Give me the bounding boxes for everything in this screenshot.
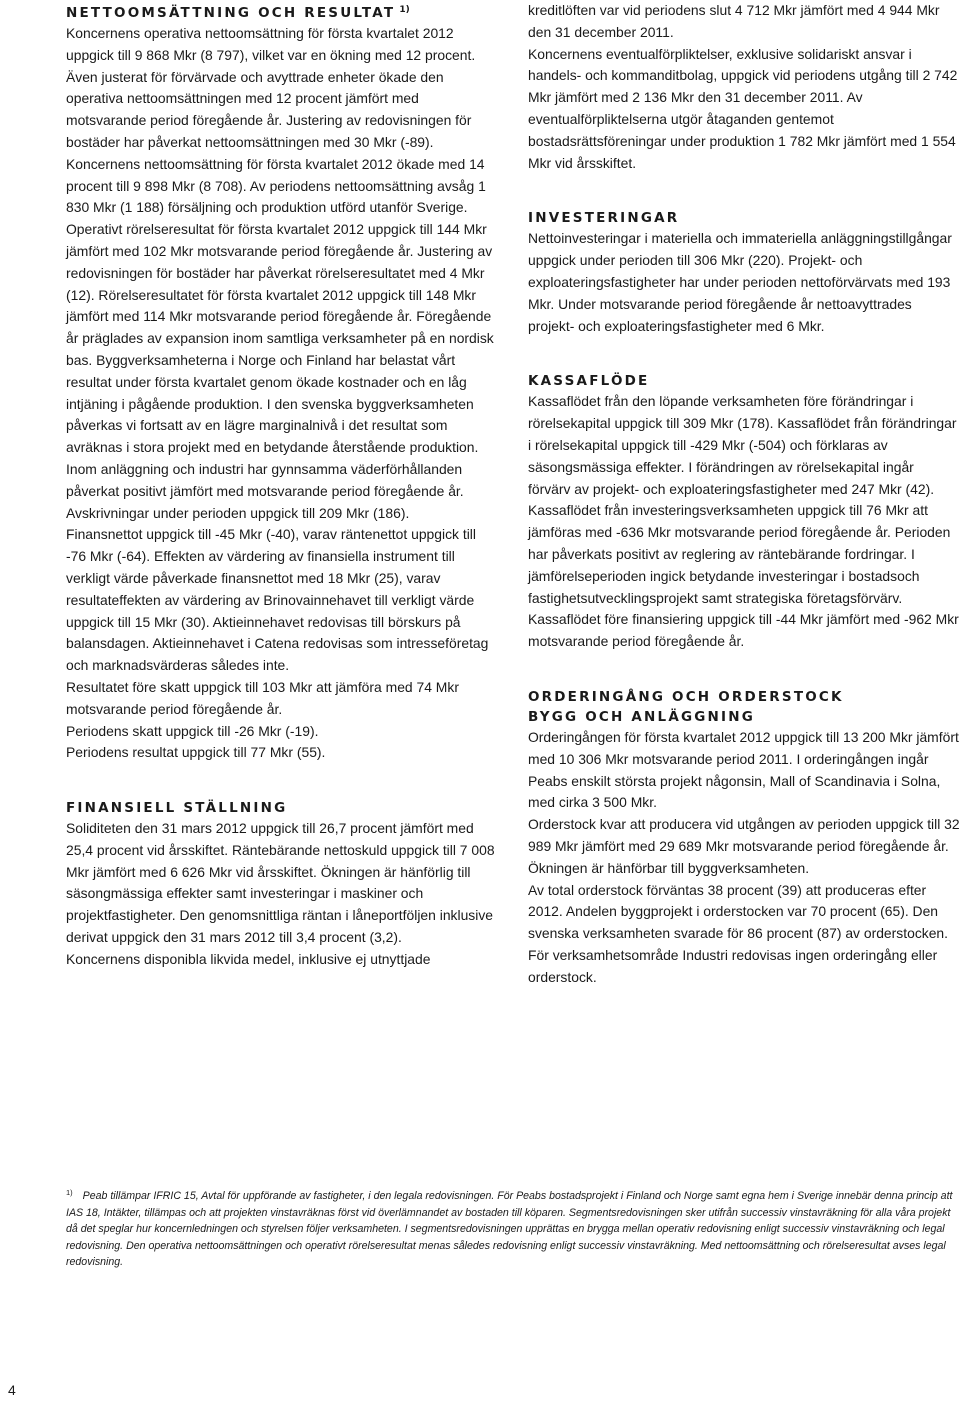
paragraph: Resultatet före skatt uppgick till 103 Mkr att jämföra med 74 Mkr motsvarande period föregående år. xyxy=(66,678,459,717)
section-heading-financial-position: FINANSIELL STÄLLNING xyxy=(66,800,288,817)
page-number: 4 xyxy=(8,1382,16,1398)
paragraph: Orderstock kvar att producera vid utgången av perioden uppgick till 32 989 Mkr jämfört med 29 689 Mkr motsvarande period föregående år. Ökningen är hänförbar till byggverksamheten. xyxy=(528,816,960,876)
paragraph: Soliditeten den 31 mars 2012 uppgick till 26,7 procent jämfört med 25,4 procent vid årsskiftet. Räntebärande nettoskuld uppgick till 7 008 Mkr jämfört med 6 626 Mkr vid årsskiftet. Ökningen är hänförlig till säsongmässiga effekter samt investeringar i maskiner och projektfastigheter. Den genomsnittliga räntan i låneportföljen inklusive derivat uppgick den 31 mars 2012 till 3,4 procent (3,2). xyxy=(66,820,495,946)
section-heading-revenue: NETTOOMSÄTTNING OCH RESULTAT $^{1)}$ xyxy=(66,5,410,21)
paragraph: Periodens resultat uppgick till 77 Mkr (55). xyxy=(66,744,326,761)
section-subheading-construction: BYGG OCH ANLÄGGNING xyxy=(528,708,756,725)
footnote-ref: 1) xyxy=(399,5,410,15)
paragraph: Koncernens disponibla likvida medel, inklusive ej utnyttjade xyxy=(66,950,431,967)
right-column xyxy=(528,0,960,988)
paragraph: Koncernens operativa nettoomsättning för första kvartalet 2012 uppgick till 9 868 Mkr (8 797), vilket var en ökning med 12 procent. Även justerat för förvärvade och avyttrade enheter ökade den operativa nettoomsättningen med 12 procent jämfört med motsvarande period föregående år. Justering av redovisningen för bostäder har påverkat nettoomsättningen med 30 Mkr (-89). Koncernens nettoomsättning för första kvartalet 2012 ökade med 14 procent till 9 898 Mkr (8 708). Av periodens nettoomsättning avsåg 1 830 Mkr (1 188) försäljning och produktion utförd utanför Sverige. xyxy=(66,25,486,216)
section-heading-investments: INVESTERINGAR xyxy=(528,210,680,227)
paragraph: Nettoinvesteringar i materiella och immateriella anläggningstillgångar uppgick under perioden till 306 Mkr (220). Projekt- och exploateringsfastigheter har under perioden nettoförvärvats med 193 Mkr. Under motsvarande period föregående år nettoavyttrades projekt- och exploateringsfastigheter med 6 Mkr. xyxy=(528,230,952,334)
footnote xyxy=(66,1185,954,1271)
paragraph: Finansnettot uppgick till -45 Mkr (-40), varav räntenettot uppgick till -76 Mkr (-64). Effekten av värdering av finansiella instrument till verkligt värde påverkade finansnettot med 18 Mkr (25), varav resultateffekten av värdering av Brinovainnehavet till verkligt värde uppgick till 15 Mkr (30). Aktieinnehavet redovisas till börskurs på balansdagen. Aktieinnehavet i Catena redovisas som intresseföretag och marknadsvärderas således inte. xyxy=(66,526,489,674)
paragraph: Operativt rörelseresultat för första kvartalet 2012 uppgick till 144 Mkr jämfört med 102 Mkr motsvarande period föregående år. Justering av redovisningen för bostäder har påverkat rörelseresultatet med 4 Mkr (12). Rörelseresultatet för första kvartalet 2012 uppgick till 148 Mkr jämfört med 114 Mkr motsvarande period föregående år. Föregående år präglades av expansion inom samtliga verksamheter på en nordisk bas. Byggverksamheterna i Norge och Finland har belastat vårt resultat under första kvartalet genom ökade kostnader och en låg intjäning i pågående produktion. I den svenska byggverksamheten påverkas vi fortsatt av en lägre marginalnivå i det resultat som avräknas i stora projekt med en betydande återstående produktion. Inom anläggning och industri har gynnsamma väderförhållanden påverkat positivt jämfört med motsvarande period föregående år. xyxy=(66,221,494,499)
section-heading-order-intake: ORDERINGÅNG OCH ORDERSTOCK xyxy=(528,688,844,705)
paragraph: Av total orderstock förväntas 38 procent (39) att produceras efter 2012. Andelen byggprojekt i orderstocken var 70 procent (65). Den svenska verksamheten svarade för 86 procent (87) av orderstocken. xyxy=(528,881,949,942)
footnote-text: Peab tillämpar IFRIC 15, Avtal för uppförande av fastigheter, i den legala redovisningen. För Peabs bostadsprojekt i Finland och Norge samt egna hem i Sverige innebär denna princip att IAS 18, Intäkter, tillämpas och att projekten vinstavräknas först vid överlämnandet av bostaden till köparen. Segmentsredovisningen sker utifrån successiv vinstavräkning för alla våra projekt då det speglar hur koncernledningen och styrelsen följer verksamheten. I segmentsredovisningen upprättas en brygga mellan operativ redovisning enligt successiv vinstavräkning och legal redovisning. Den operativa nettoomsättningen och operativt rörelseresultat menas således redovisning enligt successiv vinstavräkning. Med nettoomsättning och rörelseresultat avses legal redovisning. xyxy=(66,1190,953,1269)
footnote-marker: 1) xyxy=(66,1188,73,1197)
paragraph: Avskrivningar under perioden uppgick till 209 Mkr (186). xyxy=(66,504,410,521)
paragraph: Kassaflödet från den löpande verksamheten före förändringar i rörelsekapital uppgick till 309 Mkr (178). Kassaflödet från förändringar i rörelsekapital uppgick till -429 Mkr (-504) och förklaras av säsongsmässiga effekter. I förändringen av rörelsekapital ingår förvärv av projekt- och exploateringsfastigheter med 247 Mkr (42). xyxy=(528,393,957,497)
paragraph: kreditlöften var vid periodens slut 4 712 Mkr jämfört med 4 944 Mkr den 31 december 2011. xyxy=(528,2,940,40)
left-column xyxy=(66,0,498,971)
paragraph: Kassaflödet från investeringsverksamheten uppgick till 76 Mkr att jämföras med -636 Mkr motsvarande period föregående år. Perioden har påverkats positivt av reglering av räntebärande fordringar. I jämförelseperioden ingick betydande investeringar i bostadsoch fastighetsutvecklingsprojekt samt strategiska företagsförvärv. Kassaflödet före finansiering uppgick till -44 Mkr jämfört med -962 Mkr motsvarande period föregående år. xyxy=(528,502,959,650)
paragraph: Koncernens eventualförpliktelser, exklusive solidariskt ansvar i handels- och kommanditbolag, uppgick vid periodens utgång till 2 742 Mkr jämfört med 2 136 Mkr den 31 december 2011. Av eventualförpliktelserna utgör åtaganden gentemot bostadsrättsföreningar under produktion 1 782 Mkr jämfört med 1 554 Mkr vid årsskiftet. xyxy=(528,45,958,171)
paragraph: För verksamhetsområde Industri redovisas ingen orderingång eller orderstock. xyxy=(528,946,938,985)
paragraph: Periodens skatt uppgick till -26 Mkr (-19). xyxy=(66,722,319,739)
paragraph: Orderingången för första kvartalet 2012 uppgick till 13 200 Mkr jämfört med 10 306 Mkr motsvarande period 2011. I orderingången ingår Peabs enskilt största projekt någonsin, Mall of Scandinavia i Solna, med cirka 3 500 Mkr. xyxy=(528,728,959,811)
section-heading-cash-flow: KASSAFLÖDE xyxy=(528,373,650,390)
